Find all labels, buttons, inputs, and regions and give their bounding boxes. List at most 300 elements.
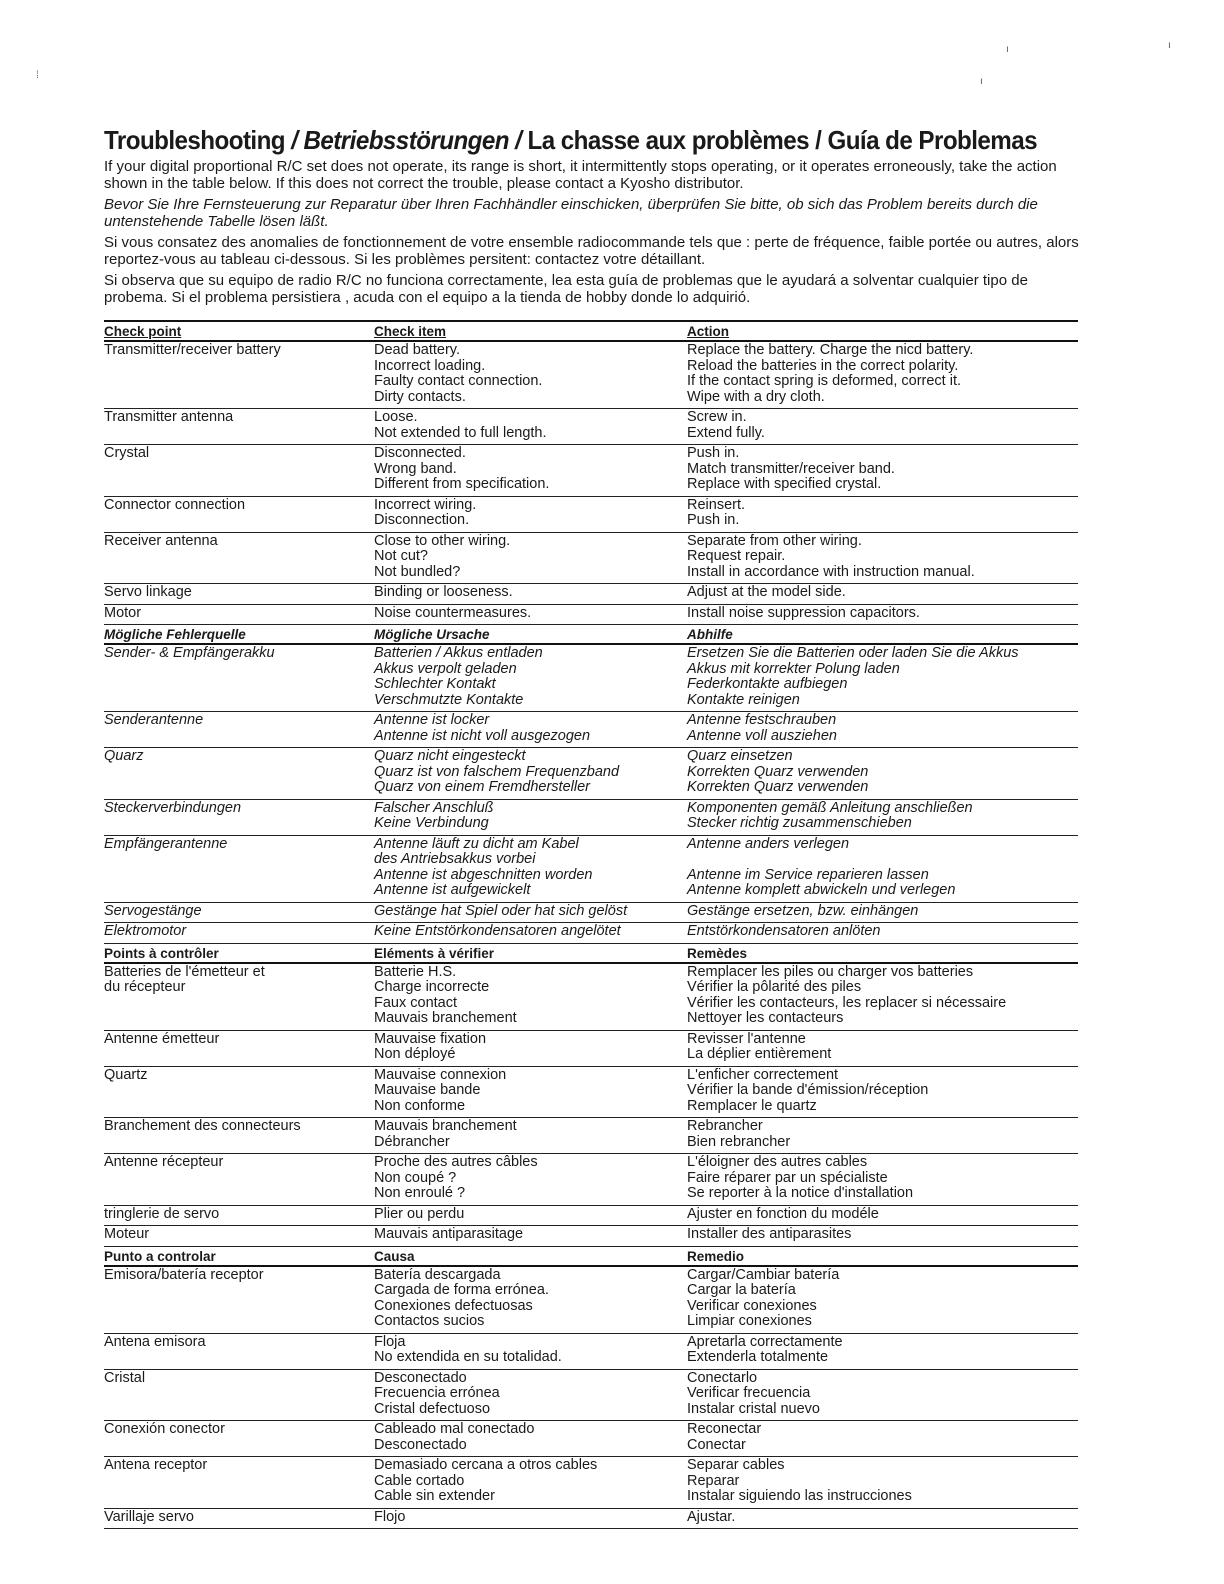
check-item-line: Quarz nicht eingesteckt bbox=[374, 748, 526, 764]
table-row bbox=[104, 533, 1078, 585]
action-line: Limpiar conexiones bbox=[687, 1313, 812, 1329]
table-row bbox=[104, 1267, 1078, 1334]
table-row bbox=[104, 1509, 1078, 1530]
check-item-line: Batterie H.S. bbox=[374, 963, 457, 980]
action-line: Instalar siguiendo las instrucciones bbox=[687, 1488, 912, 1504]
column-header bbox=[687, 324, 1078, 340]
check-item-cell bbox=[374, 1068, 687, 1115]
check-item-cell bbox=[374, 498, 687, 529]
action-line: Entstörkondensatoren anlöten bbox=[687, 923, 881, 939]
check-point-label: Quartz bbox=[104, 1066, 148, 1083]
check-item-line: Schlechter Kontakt bbox=[374, 676, 496, 692]
check-point-label: Antena emisora bbox=[104, 1333, 206, 1350]
check-item-line: Incorrect wiring. bbox=[374, 496, 477, 513]
action-cell bbox=[687, 1032, 1078, 1063]
table-row bbox=[104, 1154, 1078, 1206]
action-line: Push in. bbox=[687, 512, 740, 528]
action-cell bbox=[687, 498, 1078, 529]
check-item-line: Cristal defectuoso bbox=[374, 1400, 491, 1417]
action-cell bbox=[687, 1227, 1078, 1243]
column-header bbox=[374, 627, 687, 643]
check-point-cell bbox=[104, 534, 374, 581]
column-header bbox=[104, 627, 374, 643]
action-line: Remplacer le quartz bbox=[687, 1097, 817, 1114]
check-point-cell bbox=[104, 410, 374, 441]
action-cell bbox=[687, 343, 1078, 405]
check-item-cell bbox=[374, 1268, 687, 1330]
check-item-line: Non enroulé ? bbox=[374, 1185, 466, 1201]
check-item-line: Keine Entstörkondensatoren angelötet bbox=[374, 923, 621, 939]
column-header-label: Points à contrôler bbox=[104, 945, 219, 961]
title-separator: / bbox=[509, 125, 528, 155]
table-row bbox=[104, 1226, 1078, 1247]
action-cell bbox=[687, 965, 1078, 1027]
action-cell bbox=[687, 1068, 1078, 1115]
action-cell bbox=[687, 1268, 1078, 1330]
table-row bbox=[104, 800, 1078, 836]
action-line: Antenne festschrauben bbox=[687, 712, 837, 728]
check-point-cell bbox=[104, 1422, 374, 1453]
action-line: Match transmitter/receiver band. bbox=[687, 460, 895, 477]
table-row bbox=[104, 1118, 1078, 1154]
check-item-cell bbox=[374, 1510, 687, 1526]
check-point-label: Servogestänge bbox=[104, 902, 202, 919]
action-line: Conectar bbox=[687, 1436, 746, 1453]
column-header-label: Eléments à vérifier bbox=[374, 945, 495, 961]
check-point-label: Conexión conector bbox=[104, 1421, 225, 1437]
action-line: Reinsert. bbox=[687, 496, 746, 513]
column-header bbox=[374, 324, 687, 340]
action-line: Wipe with a dry cloth. bbox=[687, 388, 825, 405]
section-header-en bbox=[104, 322, 1078, 342]
check-item-line: des Antriebsakkus vorbei bbox=[374, 851, 536, 867]
action-cell bbox=[687, 1422, 1078, 1453]
check-point-cell bbox=[104, 446, 374, 493]
action-line: Komponenten gemäß Anleitung anschließen bbox=[687, 799, 973, 816]
table-row bbox=[104, 1421, 1078, 1457]
action-cell bbox=[687, 646, 1078, 708]
column-header-label: Mögliche Fehlerquelle bbox=[104, 627, 246, 642]
check-point-label: Receiver antenna bbox=[104, 532, 218, 549]
action-line: Reconectar bbox=[687, 1421, 762, 1437]
column-header-label: Remedio bbox=[687, 1248, 745, 1264]
check-item-line: No extendida en su totalidad. bbox=[374, 1349, 562, 1365]
check-point-cell bbox=[104, 1371, 374, 1418]
check-item-cell bbox=[374, 837, 687, 899]
title-fr: La chasse aux problèmes bbox=[527, 125, 809, 155]
check-item-cell bbox=[374, 1155, 687, 1202]
check-item-line: Wrong band. bbox=[374, 460, 457, 477]
check-item-line: Mauvais branchement bbox=[374, 1118, 517, 1134]
check-point-cell bbox=[104, 1068, 374, 1115]
check-point-cell bbox=[104, 1335, 374, 1366]
section-header-fr bbox=[104, 944, 1078, 964]
check-point-cell bbox=[104, 1207, 374, 1223]
check-point-cell bbox=[104, 965, 374, 1027]
check-point-cell bbox=[104, 1119, 374, 1150]
check-item-line: Antenne ist locker bbox=[374, 712, 490, 728]
action-line: Separar cables bbox=[687, 1457, 785, 1473]
column-header bbox=[104, 1249, 374, 1265]
check-item-line: Frecuencia errónea bbox=[374, 1385, 500, 1401]
section-header-de bbox=[104, 625, 1078, 645]
table-row bbox=[104, 645, 1078, 712]
check-point-label: Motor bbox=[104, 604, 142, 621]
check-point-label: Branchement des connecteurs bbox=[104, 1118, 301, 1134]
check-item-line: Faulty contact connection. bbox=[374, 373, 543, 389]
check-item-line: Keine Verbindung bbox=[374, 815, 489, 831]
action-line: Akkus mit korrekter Polung laden bbox=[687, 660, 900, 677]
action-line: Revisser l'antenne bbox=[687, 1030, 806, 1047]
table-row bbox=[104, 1334, 1078, 1370]
action-cell bbox=[687, 446, 1078, 493]
check-item-cell bbox=[374, 585, 687, 601]
action-cell bbox=[687, 924, 1078, 940]
table-row bbox=[104, 964, 1078, 1031]
check-point-cell bbox=[104, 1458, 374, 1505]
check-point-label: Antenne récepteur bbox=[104, 1154, 224, 1170]
action-line: Ajustar. bbox=[687, 1508, 736, 1525]
action-line: Push in. bbox=[687, 445, 740, 461]
check-point-label: Moteur bbox=[104, 1226, 150, 1242]
check-item-line: Cable sin extender bbox=[374, 1488, 495, 1504]
action-line: Kontakte reinigen bbox=[687, 691, 800, 708]
check-item-line: Disconnected. bbox=[374, 445, 466, 461]
check-item-line: Antenne läuft zu dicht am Kabel bbox=[374, 835, 579, 852]
check-point-label: Steckerverbindungen bbox=[104, 799, 242, 816]
check-item-line: Conexiones defectuosas bbox=[374, 1297, 533, 1314]
check-item-line: Cargada de forma errónea. bbox=[374, 1282, 549, 1298]
check-point-label: Servo linkage bbox=[104, 584, 192, 600]
action-line: Faire réparer par un spécialiste bbox=[687, 1169, 888, 1186]
table-row bbox=[104, 1457, 1078, 1509]
check-point-cell bbox=[104, 1227, 374, 1243]
action-cell bbox=[687, 606, 1078, 622]
action-line: Extend fully. bbox=[687, 424, 765, 441]
check-item-line: Noise countermeasures. bbox=[374, 604, 532, 621]
check-item-line: Non déployé bbox=[374, 1046, 456, 1062]
action-cell bbox=[687, 534, 1078, 581]
column-header-label: Punto a controlar bbox=[104, 1248, 216, 1264]
check-point-label: Quarz bbox=[104, 748, 144, 764]
check-item-cell bbox=[374, 749, 687, 796]
table-row bbox=[104, 497, 1078, 533]
check-point-cell bbox=[104, 1268, 374, 1330]
title-separator: / bbox=[808, 125, 828, 155]
check-point-cell bbox=[104, 585, 374, 601]
check-item-line: Débrancher bbox=[374, 1133, 450, 1150]
check-item-line: Close to other wiring. bbox=[374, 532, 511, 549]
check-item-line: Akkus verpolt geladen bbox=[374, 660, 517, 677]
action-line: L'éloigner des autres cables bbox=[687, 1154, 868, 1170]
table-row bbox=[104, 1031, 1078, 1067]
action-line: Antenne im Service reparieren lassen bbox=[687, 866, 929, 883]
check-point-label: Transmitter/receiver battery bbox=[104, 342, 281, 358]
check-item-line: Incorrect loading. bbox=[374, 357, 486, 374]
check-item-line: Mauvaise connexion bbox=[374, 1066, 507, 1083]
check-item-line: Dirty contacts. bbox=[374, 388, 466, 405]
check-point-cell bbox=[104, 606, 374, 622]
action-line: Ersetzen Sie die Batterien oder laden Sie die Akkus bbox=[687, 645, 1019, 661]
action-line: Antenne voll ausziehen bbox=[687, 727, 837, 744]
title-separator: / bbox=[285, 125, 304, 155]
check-point-cell bbox=[104, 1155, 374, 1202]
action-line: Reload the batteries in the correct polarity. bbox=[687, 357, 959, 374]
check-item-cell bbox=[374, 1371, 687, 1418]
table-row bbox=[104, 445, 1078, 497]
action-line: Vérifier la bande d'émission/réception bbox=[687, 1082, 929, 1098]
action-cell bbox=[687, 1458, 1078, 1505]
column-header bbox=[374, 946, 687, 962]
check-item-cell bbox=[374, 446, 687, 493]
check-item-line: Cable cortado bbox=[374, 1472, 465, 1489]
action-line: L'enficher correctement bbox=[687, 1066, 839, 1083]
action-cell bbox=[687, 1510, 1078, 1526]
check-point-cell bbox=[104, 1032, 374, 1063]
table-row bbox=[104, 903, 1078, 924]
action-line: Stecker richtig zusammenschieben bbox=[687, 815, 912, 831]
check-item-line: Proche des autres câbles bbox=[374, 1154, 538, 1170]
check-item-line: Cableado mal conectado bbox=[374, 1421, 535, 1437]
check-item-line: Batterien / Akkus entladen bbox=[374, 645, 543, 661]
check-item-line: Desconectado bbox=[374, 1369, 467, 1386]
action-line: Cargar la batería bbox=[687, 1282, 796, 1298]
intro-text bbox=[104, 158, 1084, 306]
check-point-cell bbox=[104, 801, 374, 832]
action-line: Apretarla correctamente bbox=[687, 1333, 843, 1350]
action-cell bbox=[687, 1371, 1078, 1418]
check-item-line: Non conforme bbox=[374, 1097, 466, 1114]
table-row bbox=[104, 409, 1078, 445]
column-header-label: Causa bbox=[374, 1248, 415, 1264]
check-point-label: Emisora/batería receptor bbox=[104, 1266, 264, 1283]
check-item-line: Different from specification. bbox=[374, 476, 550, 492]
check-item-line: Loose. bbox=[374, 409, 418, 425]
scan-mark: ı bbox=[1168, 40, 1171, 51]
check-item-cell bbox=[374, 1119, 687, 1150]
action-line: Install noise suppression capacitors. bbox=[687, 604, 920, 621]
scan-mark: ⁞ bbox=[36, 70, 39, 81]
check-item-line: Quarz ist von falschem Frequenzband bbox=[374, 763, 620, 780]
title-es: Guía de Problemas bbox=[827, 125, 1038, 155]
action-line: Request repair. bbox=[687, 548, 786, 564]
check-item-line: Antenne ist abgeschnitten worden bbox=[374, 866, 593, 883]
check-item-cell bbox=[374, 924, 687, 940]
table-row bbox=[104, 748, 1078, 800]
check-item-cell bbox=[374, 606, 687, 622]
table-row bbox=[104, 342, 1078, 409]
check-item-line: Not bundled? bbox=[374, 563, 461, 580]
check-item-line: Batería descargada bbox=[374, 1266, 501, 1283]
table-row bbox=[104, 836, 1078, 903]
check-item-line: Floja bbox=[374, 1333, 406, 1350]
check-item-cell bbox=[374, 534, 687, 581]
action-cell bbox=[687, 410, 1078, 441]
action-line: Instalar cristal nuevo bbox=[687, 1400, 820, 1417]
check-item-line: Verschmutzte Kontakte bbox=[374, 691, 524, 708]
check-item-line: Mauvais antiparasitage bbox=[374, 1226, 524, 1242]
check-item-line: Disconnection. bbox=[374, 512, 470, 528]
table-row bbox=[104, 584, 1078, 605]
action-line: Nettoyer les contacteurs bbox=[687, 1010, 844, 1026]
check-item-line: Not extended to full length. bbox=[374, 424, 547, 441]
action-line: Install in accordance with instruction manual. bbox=[687, 563, 975, 580]
column-header-label: Mögliche Ursache bbox=[374, 627, 490, 642]
check-point-label: Elektromotor bbox=[104, 923, 187, 939]
intro-en: If your digital proportional R/C set does not operate, its range is short, it intermittently stops operating, or it operates erroneously, take the action shown in the table below. If this does not correct the trouble, please contact a Kyosho distributor. bbox=[104, 158, 1057, 192]
check-point-line: Batteries de l'émetteur et bbox=[104, 963, 265, 980]
section-header-es bbox=[104, 1247, 1078, 1267]
table-row bbox=[104, 1370, 1078, 1422]
action-line: Korrekten Quarz verwenden bbox=[687, 763, 869, 780]
action-line: Adjust at the model side. bbox=[687, 584, 846, 600]
action-line: Gestänge ersetzen, bzw. einhängen bbox=[687, 902, 919, 919]
check-item-line: Charge incorrecte bbox=[374, 979, 490, 995]
action-line: Verificar conexiones bbox=[687, 1297, 817, 1314]
check-point-cell bbox=[104, 749, 374, 796]
check-item-cell bbox=[374, 1422, 687, 1453]
action-line: Verificar frecuencia bbox=[687, 1385, 811, 1401]
action-cell bbox=[687, 1155, 1078, 1202]
intro-de: Bevor Sie Ihre Fernsteuerung zur Reparatur über Ihren Fachhändler einschicken, überprüfen Sie bitte, ob sich das Problem bereits durch die untenstehende Tabelle lösen läßt. bbox=[104, 196, 1038, 230]
check-item-cell bbox=[374, 1335, 687, 1366]
check-item-line: Plier ou perdu bbox=[374, 1205, 465, 1222]
column-header-label: Abhilfe bbox=[687, 627, 733, 642]
action-line: Quarz einsetzen bbox=[687, 748, 793, 764]
check-item-cell bbox=[374, 646, 687, 708]
check-item-cell bbox=[374, 1207, 687, 1223]
check-point-label: Antena receptor bbox=[104, 1457, 208, 1473]
check-point-cell bbox=[104, 924, 374, 940]
action-line: Remplacer les piles ou charger vos batteries bbox=[687, 963, 974, 980]
check-point-cell bbox=[104, 1510, 374, 1526]
table-row bbox=[104, 1067, 1078, 1119]
column-header bbox=[104, 946, 374, 962]
action-line: If the contact spring is deformed, correct it. bbox=[687, 373, 962, 389]
document-page bbox=[104, 124, 1084, 1529]
action-line: Se reporter à la notice d'installation bbox=[687, 1185, 914, 1201]
check-item-cell bbox=[374, 801, 687, 832]
action-cell bbox=[687, 904, 1078, 920]
table-row bbox=[104, 712, 1078, 748]
check-point-label: Cristal bbox=[104, 1369, 146, 1386]
action-cell bbox=[687, 1207, 1078, 1223]
action-cell bbox=[687, 1335, 1078, 1366]
check-item-line: Contactos sucios bbox=[374, 1313, 485, 1329]
check-point-label: Empfängerantenne bbox=[104, 835, 228, 852]
column-header bbox=[374, 1249, 687, 1265]
check-point-label: Crystal bbox=[104, 445, 150, 461]
table-row bbox=[104, 923, 1078, 944]
action-line: Ajuster en fonction du modéle bbox=[687, 1205, 879, 1222]
action-line: Screw in. bbox=[687, 409, 747, 425]
check-item-line: Flojo bbox=[374, 1508, 406, 1525]
check-point-cell bbox=[104, 713, 374, 744]
troubleshooting-table bbox=[104, 320, 1078, 1529]
check-item-cell bbox=[374, 1227, 687, 1243]
column-header bbox=[687, 1249, 1078, 1265]
check-item-line: Falscher Anschluß bbox=[374, 799, 494, 816]
action-line: Antenne anders verlegen bbox=[687, 835, 850, 852]
check-item-line: Not cut? bbox=[374, 548, 428, 564]
scan-mark: ı bbox=[1006, 44, 1009, 55]
check-point-cell bbox=[104, 904, 374, 920]
check-point-cell bbox=[104, 498, 374, 529]
check-point-cell bbox=[104, 646, 374, 708]
action-line: Federkontakte aufbiegen bbox=[687, 676, 848, 692]
action-cell bbox=[687, 837, 1078, 899]
table-row bbox=[104, 605, 1078, 626]
check-item-cell bbox=[374, 410, 687, 441]
action-cell bbox=[687, 801, 1078, 832]
check-item-line: Faux contact bbox=[374, 994, 458, 1011]
check-item-cell bbox=[374, 1032, 687, 1063]
check-item-line: Non coupé ? bbox=[374, 1169, 457, 1186]
action-line: Bien rebrancher bbox=[687, 1133, 791, 1150]
check-item-cell bbox=[374, 904, 687, 920]
check-point-label: Sender- & Empfängerakku bbox=[104, 645, 275, 661]
column-header bbox=[687, 627, 1078, 643]
column-header-label: Action bbox=[687, 324, 729, 339]
check-point-label: Antenne émetteur bbox=[104, 1030, 220, 1047]
action-line bbox=[687, 852, 1078, 868]
column-header-label: Remèdes bbox=[687, 945, 748, 961]
check-item-line: Quarz von einem Fremdhersteller bbox=[374, 779, 590, 795]
check-item-line: Demasiado cercana a otros cables bbox=[374, 1457, 598, 1473]
scan-mark: ı bbox=[980, 76, 983, 87]
action-line: Replace the battery. Charge the nicd battery. bbox=[687, 342, 974, 358]
column-header-label: Check item bbox=[374, 324, 447, 339]
column-header-label: Check point bbox=[104, 324, 182, 339]
action-line: Separate from other wiring. bbox=[687, 532, 862, 549]
action-line: Antenne komplett abwickeln und verlegen bbox=[687, 882, 956, 898]
table-row bbox=[104, 1206, 1078, 1227]
action-line: Vérifier les contacteurs, les replacer si nécessaire bbox=[687, 994, 1007, 1011]
title-de: Betriebsstörungen bbox=[303, 125, 510, 155]
action-cell bbox=[687, 749, 1078, 796]
action-line: Korrekten Quarz verwenden bbox=[687, 779, 869, 795]
check-item-line: Mauvais branchement bbox=[374, 1010, 517, 1026]
check-item-line: Antenne ist aufgewickelt bbox=[374, 882, 531, 898]
title-en: Troubleshooting bbox=[104, 125, 286, 155]
action-line: La déplier entièrement bbox=[687, 1046, 832, 1062]
check-item-cell bbox=[374, 343, 687, 405]
check-item-cell bbox=[374, 1458, 687, 1505]
check-item-line: Mauvaise bande bbox=[374, 1082, 481, 1098]
action-line: Conectarlo bbox=[687, 1369, 758, 1386]
check-item-line: Desconectado bbox=[374, 1436, 467, 1453]
check-point-label: Varillaje servo bbox=[104, 1508, 194, 1525]
action-line: Reparar bbox=[687, 1472, 740, 1489]
action-line: Installer des antiparasites bbox=[687, 1226, 852, 1242]
action-cell bbox=[687, 1119, 1078, 1150]
check-item-line: Gestänge hat Spiel oder hat sich gelöst bbox=[374, 902, 628, 919]
action-line: Cargar/Cambiar batería bbox=[687, 1266, 840, 1283]
column-header bbox=[687, 946, 1078, 962]
action-cell bbox=[687, 585, 1078, 601]
check-point-label: tringlerie de servo bbox=[104, 1205, 220, 1222]
check-point-label: Senderantenne bbox=[104, 712, 204, 728]
intro-fr: Si vous consatez des anomalies de fonctionnement de votre ensemble radiocommande tels que : perte de fréquence, faible portée ou autres, alors reportez-vous au tableau ci-dessous. Si les problèmes persitent: contactez votre détaillant. bbox=[104, 234, 1079, 268]
check-item-cell bbox=[374, 713, 687, 744]
check-item-line: Antenne ist nicht voll ausgezogen bbox=[374, 727, 591, 744]
action-line: Rebrancher bbox=[687, 1118, 763, 1134]
action-line: Extenderla totalmente bbox=[687, 1349, 829, 1365]
action-line: Vérifier la pôlarité des piles bbox=[687, 979, 862, 995]
check-item-line: Dead battery. bbox=[374, 342, 460, 358]
page-title bbox=[104, 124, 1038, 156]
intro-es: Si observa que su equipo de radio R/C no funciona correctamente, lea esta guía de problemas que le ayudará a solventar cualquier tipo de probema. Si el problema persistiera , acuda con el equipo a la tienda de hobby donde lo adquirió. bbox=[104, 272, 1028, 306]
